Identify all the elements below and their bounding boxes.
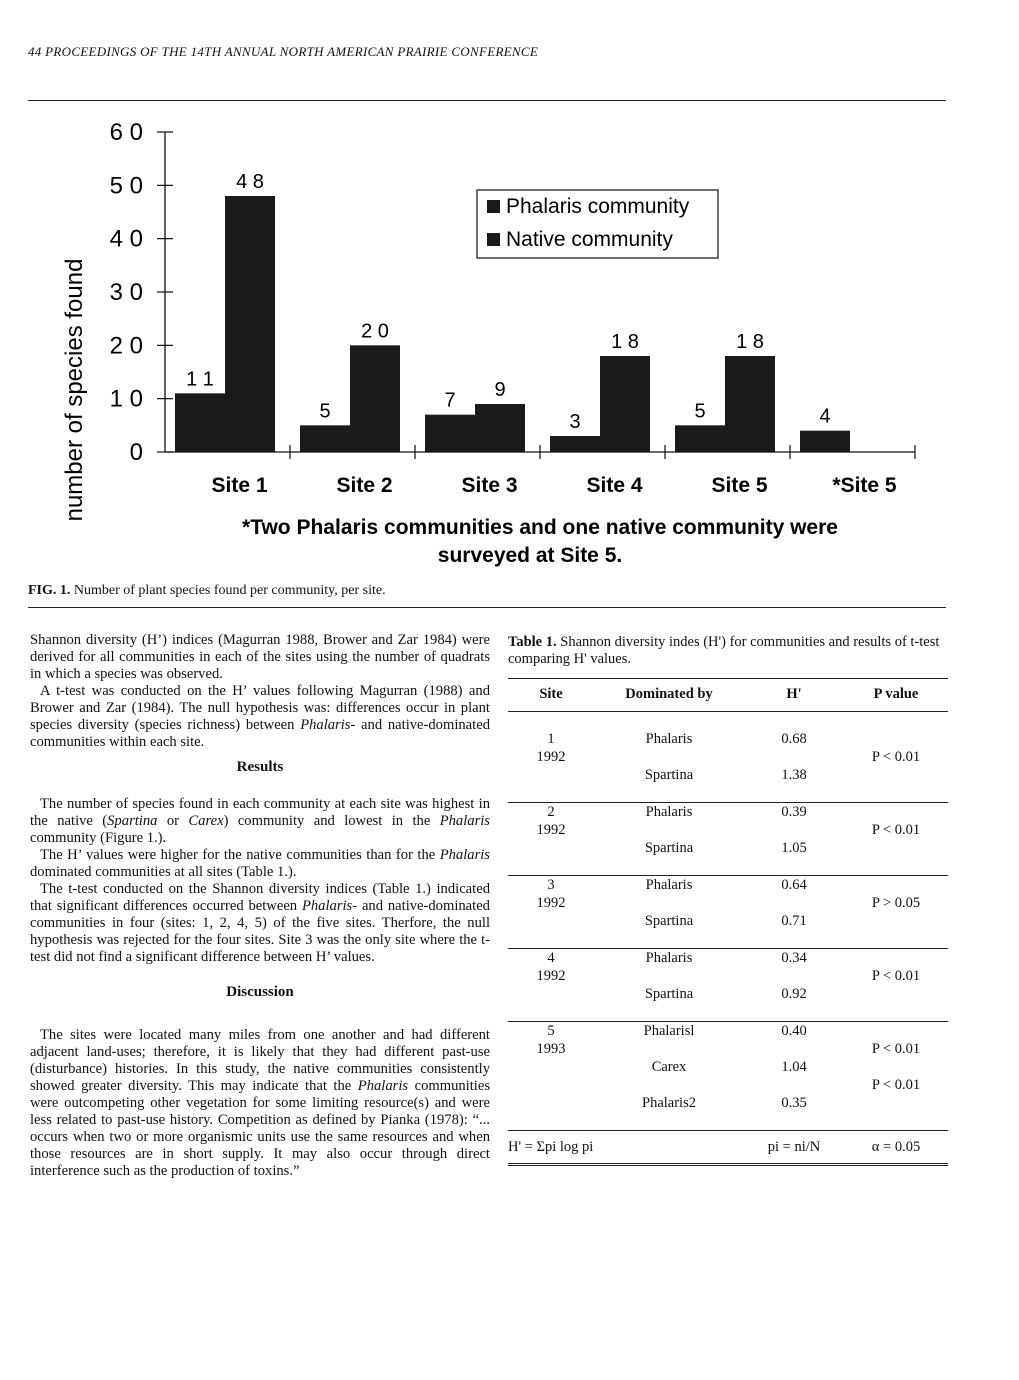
header-site: Site [508,679,594,712]
category-label: Site 4 [586,474,643,497]
table-footer-row [508,1131,948,1165]
y-tick-label: 3 0 [109,279,143,306]
figure-caption-text: Number of plant species found per community, per site. [73,583,386,598]
body-text-column [30,632,490,1180]
bar-phalaris [675,425,725,452]
category-label: Site 2 [336,474,393,497]
bar-phalaris [425,415,475,452]
table-row: P < 0.01 [871,1076,921,1093]
bar-native [350,345,400,452]
discussion-paragraph-1: The sites were located many miles from one another and had different adjacent land-uses; therefore, it is likely that they had different past-use (disturbance) histories. In this study, the native communities consistently showed greater diversity. This may indicate that the Phalaris communities were outcompeting other vegetation for some limiting resource(s) and were less related to past-use history. Competition as defined by Pianka (1978): “... occurs when two or more organismic units use the same resources and when those resources are in short supply. It may also occur through direct interference such as the production of toxins.” [30,1027,490,1179]
results-paragraph-2: The H’ values were higher for the native communities than for the Phalaris dominated communities at all sites (Table 1.). [30,847,490,880]
results-paragraph-3: The t-test conducted on the Shannon diversity indices (Table 1.) indicated that significant differences occurred between Phalaris- and native-dominated communities in four (sites: 1, 2, 4, 5) of the five sites. Therfore, the null hypothesis was rejected for the four sites. Site 3 was the only site where the t-test did not find a significant difference between H’ values. [30,881,490,965]
category-label: *Site 5 [832,474,897,497]
header-p-value: P value [844,679,948,712]
table-row: Phalaris2 0.35 [642,1094,807,1111]
chart-legend [477,190,718,258]
header-dominated-by: Dominated by [594,679,744,712]
table-row: 1992 P < 0.01 [536,821,921,838]
chart-footnote-line1: *Two Phalaris communities and one native community were [242,516,838,539]
y-axis-label: number of species found [61,258,88,522]
table-row: 5 Phalarisl 0.40 [508,1022,948,1041]
bar-value-label: 3 [569,411,581,433]
results-heading: Results [236,759,284,775]
table-header-row [508,679,948,712]
figure-1-chart [0,100,1019,580]
results-paragraph-1: The number of species found in each community at each site was highest in the native (Spartina or Carex) community and lowest in the Phalaris community (Figure 1.). [30,796,490,846]
bar-value-label: 7 [444,389,456,412]
table-row: 1992 P < 0.01 [536,967,921,984]
table-footer-pi: pi = ni/N [744,1131,844,1165]
legend-label-phalaris: Phalaris community [506,195,690,218]
y-tick-label: 0 [129,439,143,466]
discussion-heading: Discussion [226,984,294,1000]
table-row: 4 Phalaris 0.34 [508,949,948,968]
y-tick-label: 2 0 [109,332,143,360]
bar-value-label: 1 8 [611,331,639,353]
bar-phalaris [550,436,600,452]
category-label: Site 5 [711,474,768,497]
bar-native [225,196,275,452]
chart-footnote-line2: surveyed at Site 5. [437,544,623,567]
mid-rule [28,607,946,608]
table-row: Spartina 1.38 [644,766,807,783]
y-tick-label: 1 0 [109,385,143,413]
bar-native [475,404,525,452]
bar-value-label: 1 1 [186,368,214,391]
bar-value-label: 2 0 [361,320,389,343]
table-footer-alpha: α = 0.05 [844,1131,948,1165]
bar-phalaris [300,425,350,452]
table-column [508,634,948,1166]
y-tick-label: 6 0 [109,119,143,146]
category-label: Site 1 [211,474,268,497]
bar-native [725,356,775,452]
table-row: Spartina 0.92 [644,985,807,1002]
table-row: 1993 P < 0.01 [536,1040,921,1057]
table-row: 1992 P > 0.05 [536,894,921,911]
bar-native [600,356,650,452]
legend-label-native: Native community [506,228,673,251]
y-tick-label: 5 0 [109,172,143,200]
table-row: 3 Phalaris 0.64 [508,876,948,895]
legend-swatch-native [487,233,500,246]
diversity-table [508,678,948,1166]
figure-label: FIG. 1. [28,583,71,598]
bar-value-label: 4 8 [236,171,264,193]
y-tick-label: 4 0 [109,225,143,253]
running-head: 44 PROCEEDINGS OF THE 14TH ANNUAL NORTH AMERICAN PRAIRIE CONFERENCE [28,44,539,59]
methods-paragraph-1: Shannon diversity (H’) indices (Magurran 1988, Brower and Zar 1984) were derived for all communities in each of the sites using the number of quadrats in which a species was observed. [30,632,490,682]
bar-value-label: 1 8 [736,331,764,353]
table-row: Spartina 1.05 [644,839,807,856]
table-title: Table 1. Shannon diversity indes (H') for communities and results of t-test comparing H' values. [508,634,940,667]
figure-caption [28,583,386,599]
table-row: Carex 1.04 [651,1058,807,1075]
bar-value-label: 4 [819,405,831,428]
methods-paragraph-2: A t-test was conducted on the H’ values following Magurran (1988) and Brower and Zar (1984). The null hypothesis was: differences occur in plant species diversity (species richness) between Phalaris- and native-dominated communities within each site. [30,683,490,750]
table-row: 2 Phalaris 0.39 [508,803,948,822]
category-label: Site 3 [461,474,518,497]
bar-phalaris [175,393,225,452]
bar-phalaris [800,431,850,452]
table-footer-formula: H' = Σpi log pi [508,1131,744,1165]
table-row: Spartina 0.71 [644,912,807,929]
legend-swatch-phalaris [487,200,500,213]
bar-value-label: 5 [694,400,706,423]
header-h: H' [744,679,844,712]
table-row: 1992 P < 0.01 [536,748,921,765]
table-row: 1 Phalaris 0.68 [547,730,807,747]
bar-value-label: 9 [494,379,506,401]
bar-value-label: 5 [319,400,331,423]
